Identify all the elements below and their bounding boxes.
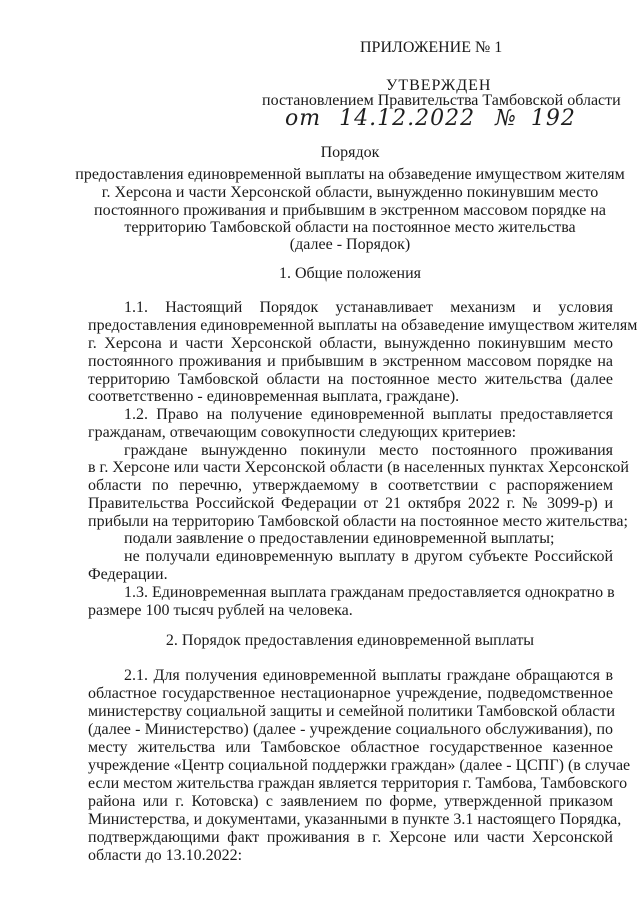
paragraph-line: областное государственное нестационарное учреждение, подведомственное <box>88 685 613 702</box>
paragraph-line: (далее - Министерство) (далее - учреждение социального обслуживания), по <box>88 721 613 738</box>
section-heading-2: 2. Порядок предоставления единовременной выплаты <box>165 632 535 649</box>
paragraph-line: территорию Тамбовской области на постоянное место жительства (далее <box>88 371 613 388</box>
handwritten-number: 192 <box>530 106 576 131</box>
paragraph-line: учреждение «Центр социальной поддержки граждан» (далее - ЦСПГ) (в случае <box>88 757 631 774</box>
paragraph-line: области по перечню, утверждаемому в соответствии с распоряжением <box>88 477 613 494</box>
paragraph-line: гражданам, отвечающим совокупности следующих критериев: <box>88 424 517 441</box>
approved-by-text: постановлением Правительства Тамбовской области <box>262 92 621 109</box>
approved-label: УТВЕРЖДЕН <box>386 77 492 94</box>
paragraph-line: подтверждающими факт проживания в г. Херсоне или части Херсонской <box>88 829 613 846</box>
paragraph-line: прибыли на территорию Тамбовской области на постоянное место жительства; <box>88 513 628 530</box>
paragraph-line: граждане вынужденно покинули место постоянного проживания <box>124 442 613 459</box>
document-title: Порядок <box>320 144 380 161</box>
paragraph-line: области до 13.10.2022: <box>88 847 243 864</box>
paragraph-line: района или г. Котовска) с заявлением по форме, утвержденной приказом <box>88 793 613 810</box>
appendix-label: ПРИЛОЖЕНИЕ № 1 <box>360 39 503 56</box>
paragraph-line: соответственно - единовременная выплата, граждане). <box>88 388 460 405</box>
paragraph-line: предоставления единовременной выплаты на обзаведение имуществом жителям <box>88 317 638 334</box>
handwritten-date: 14.12.2022 <box>339 106 476 131</box>
handwritten-from: от <box>285 106 322 131</box>
title-line-5: (далее - Порядок) <box>289 236 411 253</box>
paragraph-line: постоянного проживания и прибывшим в экстренном массовом порядке на <box>88 353 613 370</box>
paragraph-line: 2.1. Для получения единовременной выплаты граждане обращаются в <box>124 667 613 684</box>
title-line-4: территорию Тамбовской области на постоянное место жительства <box>124 219 576 236</box>
paragraph-line: подали заявление о предоставлении единовременной выплаты; <box>124 530 555 547</box>
title-line-1: предоставления единовременной выплаты на обзаведение имуществом жителям <box>75 166 625 183</box>
handwritten-number-sign: № <box>495 106 517 131</box>
paragraph-line: размере 100 тысяч рублей на человека. <box>88 602 353 619</box>
paragraph-line: Правительства Российской Федерации от 21 октября 2022 г. № 3099-р) и <box>88 495 613 512</box>
paragraph-line: не получали единовременную выплату в другом субъекте Российской <box>124 548 613 565</box>
paragraph-line: 1.3. Единовременная выплата гражданам предоставляется однократно в <box>124 584 615 601</box>
title-line-3: постоянного проживания и прибывшим в экстренном массовом порядке на <box>94 202 606 219</box>
section-heading-1: 1. Общие положения <box>278 265 422 282</box>
paragraph-line: в г. Херсоне или части Херсонской области (в населенных пунктах Херсонской <box>88 459 629 476</box>
paragraph-line: 1.1. Настоящий Порядок устанавливает механизм и условия <box>124 299 613 316</box>
handwritten-date-line <box>285 106 576 131</box>
paragraph-line: если местом жительства граждан является территория г. Тамбова, Тамбовского <box>88 775 628 792</box>
paragraph-line: г. Херсона и части Херсонской области, вынужденно покинувшим место <box>88 335 613 352</box>
title-line-2: г. Херсона и части Херсонской области, вынужденно покинувшим место <box>101 184 599 201</box>
paragraph-line: Министерства, и документами, указанными в пункте 3.1 настоящего Порядка, <box>88 811 622 828</box>
paragraph-line: министерству социальной защиты и семейной политики Тамбовской области <box>88 703 616 720</box>
paragraph-line: месту жительства или Тамбовское областное государственное казенное <box>88 739 613 756</box>
paragraph-line: 1.2. Право на получение единовременной выплаты предоставляется <box>124 406 613 423</box>
paragraph-line: Федерации. <box>88 566 168 583</box>
